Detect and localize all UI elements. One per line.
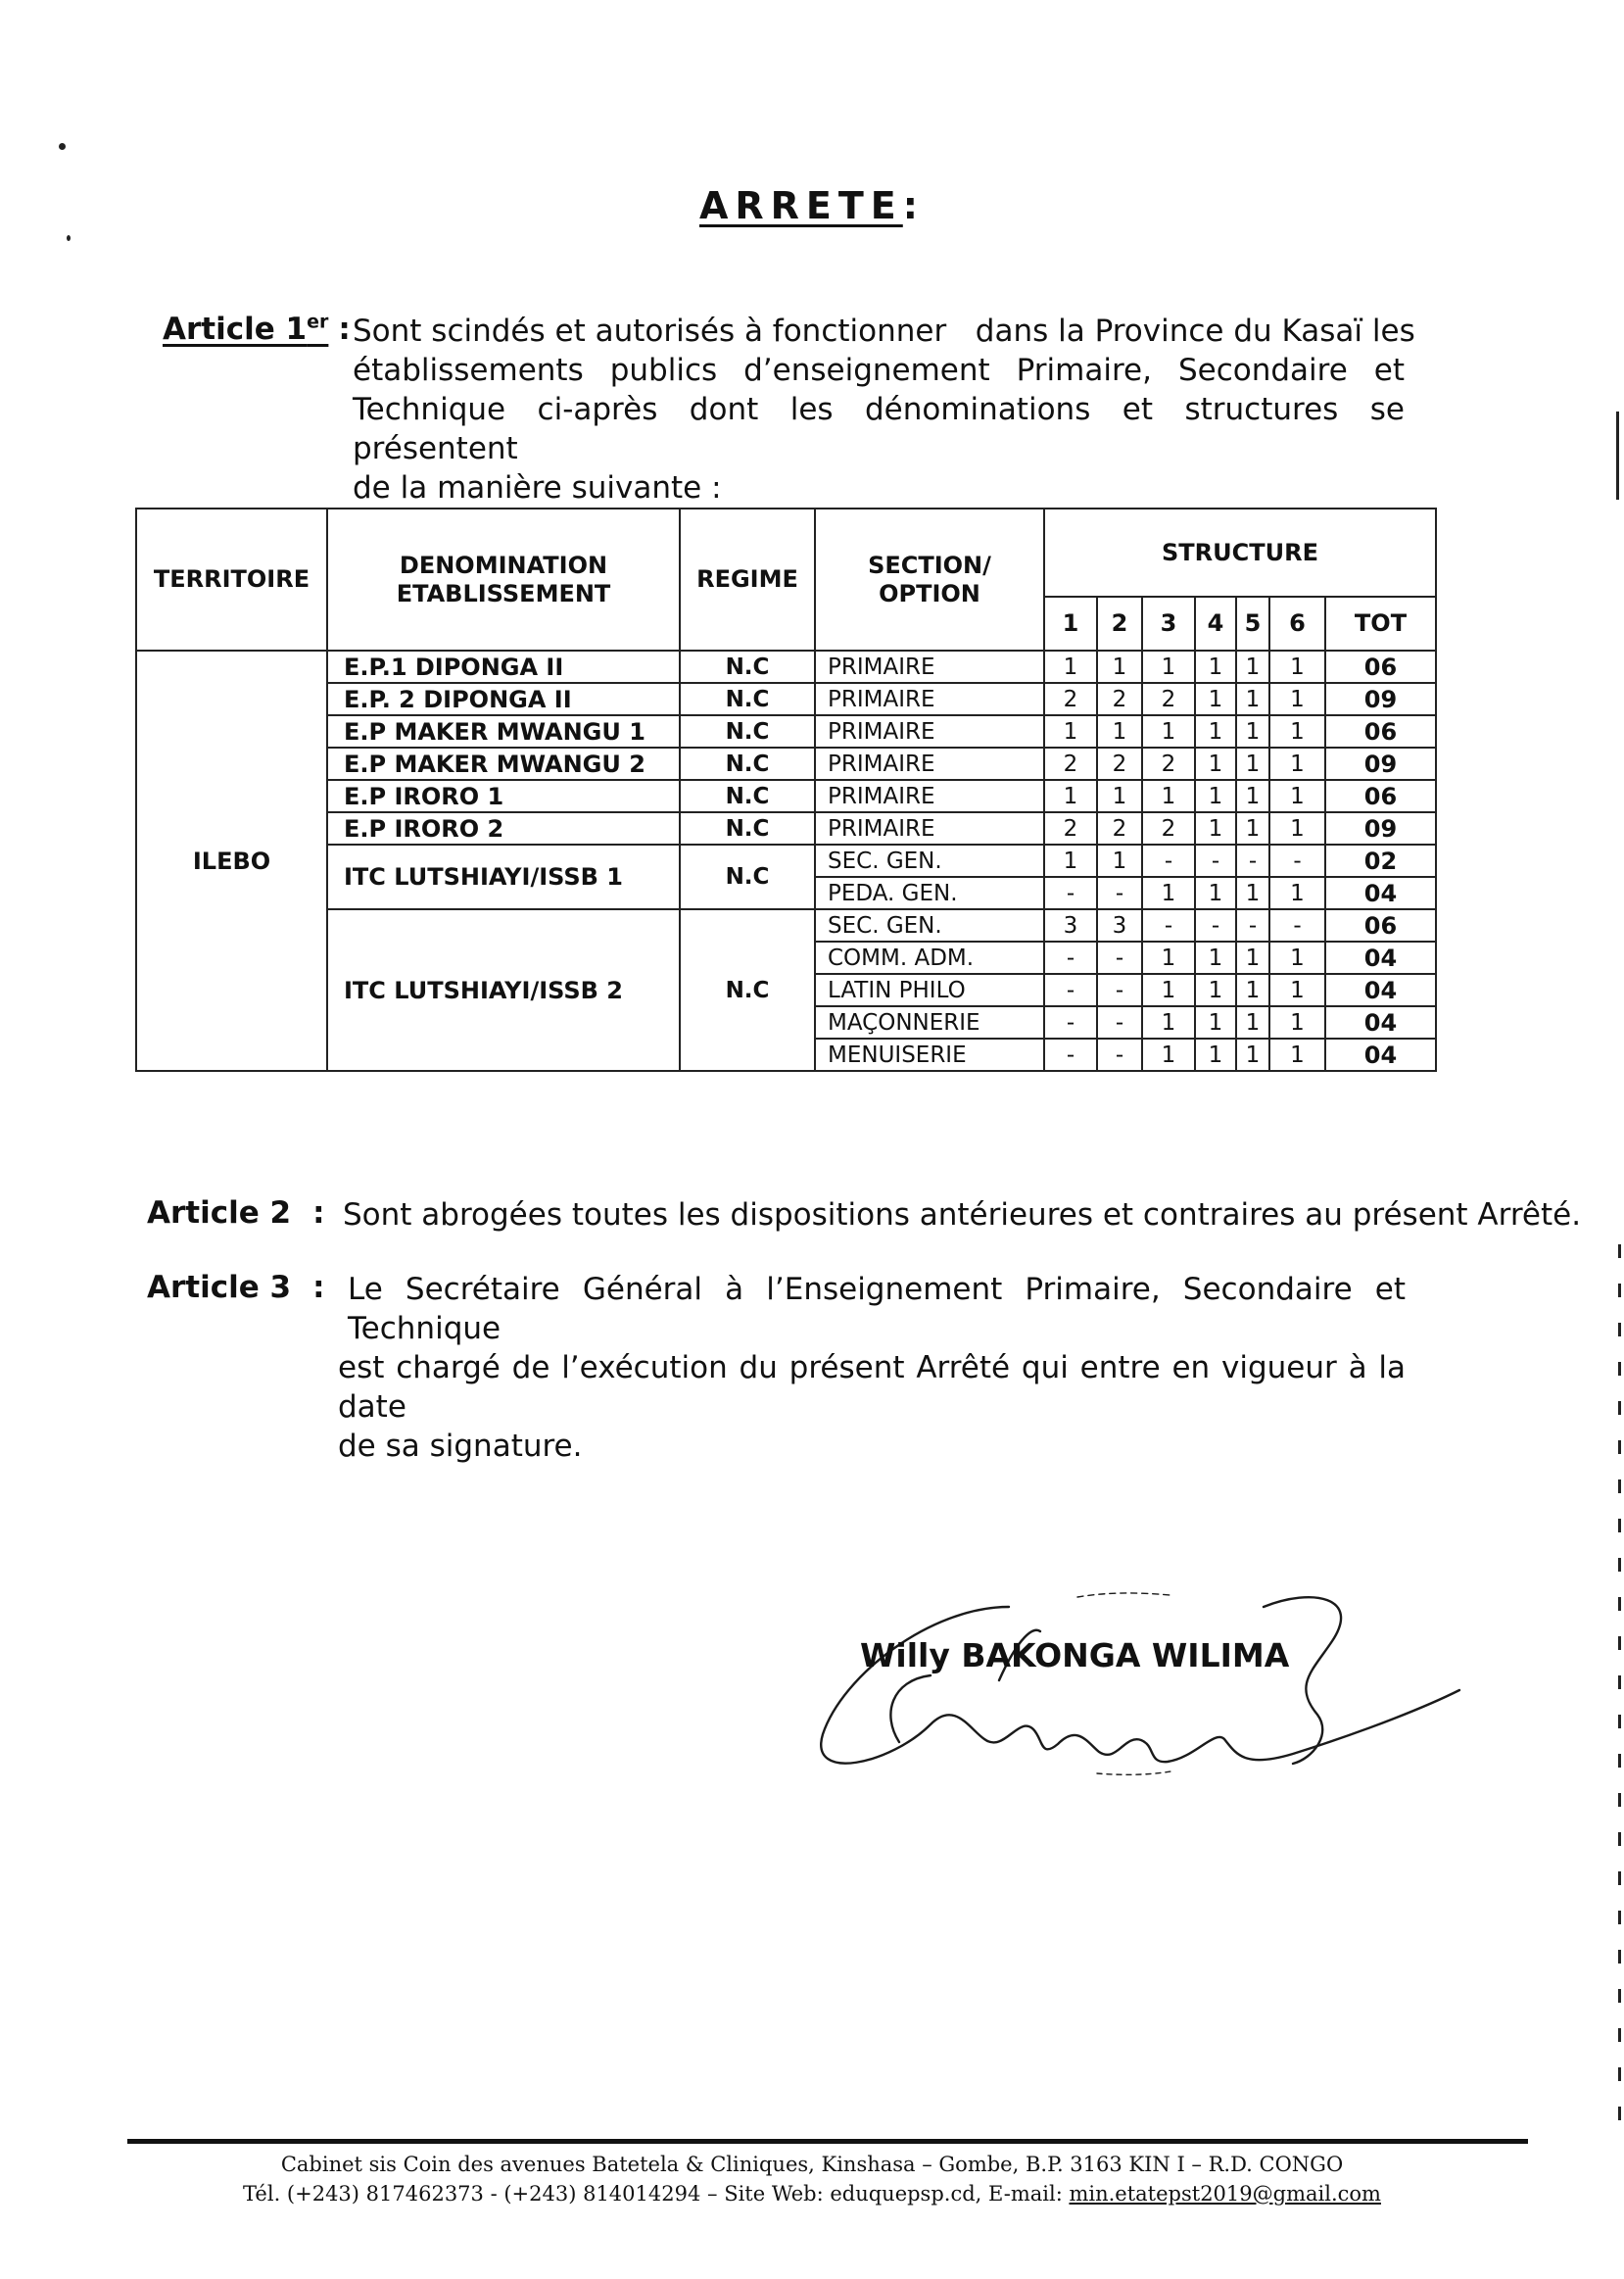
value-cell: 1 — [1044, 715, 1097, 748]
header-structure: STRUCTURE — [1044, 509, 1436, 597]
article-1-text: Sont scindés et autorisés à fonctionner dans la Province du Kasaï les établissements publics d’enseignement Primaire, Secondaire et Technique ci-après dont les dénominations et structures se présentent de la manière suivante : — [353, 314, 1415, 506]
section-cell: PRIMAIRE — [815, 812, 1044, 845]
header-col-3: 3 — [1142, 597, 1195, 651]
handwritten-signature — [784, 1568, 1489, 1803]
footer-email[interactable]: min.etatepst2019@gmail.com — [1069, 2182, 1381, 2206]
header-regime: REGIME — [680, 509, 815, 651]
regime-cell: N.C — [680, 845, 815, 909]
scan-edge-mark — [1618, 1244, 1621, 2126]
header-col-1: 1 — [1044, 597, 1097, 651]
value-cell: 1 — [1236, 942, 1269, 974]
value-cell: 1 — [1236, 1039, 1269, 1071]
value-cell: 1 — [1097, 780, 1142, 812]
establishment-name: E.P.1 DIPONGA II — [327, 651, 680, 683]
table-row — [136, 845, 1436, 877]
total-cell: 02 — [1325, 845, 1436, 877]
section-cell: PRIMAIRE — [815, 715, 1044, 748]
establishment-name: ITC LUTSHIAYI/ISSB 2 — [327, 909, 680, 1071]
value-cell: 1 — [1269, 651, 1325, 683]
value-cell: 1 — [1236, 812, 1269, 845]
page-title: ARRETE: — [699, 184, 925, 227]
value-cell: 1 — [1195, 812, 1236, 845]
value-cell: 2 — [1142, 812, 1195, 845]
section-cell: PRIMAIRE — [815, 780, 1044, 812]
value-cell: - — [1269, 845, 1325, 877]
regime-cell: N.C — [680, 909, 815, 1071]
value-cell: 1 — [1236, 748, 1269, 780]
table-row — [136, 812, 1436, 845]
total-cell: 09 — [1325, 683, 1436, 715]
regime-cell: N.C — [680, 683, 815, 715]
header-col-tot: TOT — [1325, 597, 1436, 651]
value-cell: - — [1044, 974, 1097, 1006]
total-cell: 04 — [1325, 877, 1436, 909]
value-cell: 1 — [1269, 683, 1325, 715]
value-cell: 1 — [1142, 877, 1195, 909]
value-cell: 1 — [1236, 974, 1269, 1006]
value-cell: 1 — [1044, 780, 1097, 812]
article-2-text: Sont abrogées toutes les dispositions antérieures et contraires au présent Arrêté. — [343, 1197, 1582, 1233]
value-cell: 2 — [1097, 748, 1142, 780]
value-cell: 1 — [1236, 1006, 1269, 1039]
section-cell: PEDA. GEN. — [815, 877, 1044, 909]
value-cell: 1 — [1195, 1006, 1236, 1039]
value-cell: - — [1236, 909, 1269, 942]
value-cell: 1 — [1269, 942, 1325, 974]
regime-cell: N.C — [680, 748, 815, 780]
establishment-name: E.P IRORO 2 — [327, 812, 680, 845]
table-row — [136, 715, 1436, 748]
territoire-cell: ILEBO — [136, 651, 327, 1071]
establishment-name: E.P MAKER MWANGU 2 — [327, 748, 680, 780]
value-cell: 1 — [1269, 877, 1325, 909]
value-cell: 1 — [1236, 683, 1269, 715]
value-cell: - — [1097, 1006, 1142, 1039]
value-cell: - — [1044, 1006, 1097, 1039]
table-row — [136, 780, 1436, 812]
table-row — [136, 683, 1436, 715]
footer-contact: Tél. (+243) 817462373 - (+243) 814014294 – Site Web: eduquepsp.cd, E-mail: min.etatepst2019@gmail.com — [243, 2182, 1381, 2206]
value-cell: 1 — [1269, 715, 1325, 748]
section-cell: COMM. ADM. — [815, 942, 1044, 974]
regime-cell: N.C — [680, 812, 815, 845]
value-cell: 1 — [1269, 812, 1325, 845]
header-section: SECTION/ OPTION — [815, 509, 1044, 651]
value-cell: - — [1195, 909, 1236, 942]
value-cell: - — [1142, 845, 1195, 877]
value-cell: 1 — [1236, 780, 1269, 812]
establishments-table — [135, 508, 1437, 1072]
value-cell: 1 — [1195, 877, 1236, 909]
value-cell: 1 — [1269, 1006, 1325, 1039]
value-cell: 2 — [1044, 748, 1097, 780]
value-cell: - — [1097, 942, 1142, 974]
establishment-name: ITC LUTSHIAYI/ISSB 1 — [327, 845, 680, 909]
value-cell: 1 — [1269, 780, 1325, 812]
article-3-text: Le Secrétaire Général à l’Enseignement Primaire, Secondaire et Technique est chargé de l’exécution du présent Arrêté qui entre en vigueur à la date de sa signature. — [338, 1272, 1406, 1464]
total-cell: 06 — [1325, 715, 1436, 748]
total-cell: 09 — [1325, 748, 1436, 780]
footer-divider — [127, 2139, 1528, 2144]
value-cell: 1 — [1142, 1006, 1195, 1039]
value-cell: 1 — [1195, 1039, 1236, 1071]
value-cell: 3 — [1044, 909, 1097, 942]
value-cell: 1 — [1142, 942, 1195, 974]
value-cell: 1 — [1142, 651, 1195, 683]
table-row — [136, 748, 1436, 780]
table-row — [136, 909, 1436, 942]
value-cell: 1 — [1142, 780, 1195, 812]
value-cell: - — [1195, 845, 1236, 877]
section-cell: SEC. GEN. — [815, 909, 1044, 942]
header-col-4: 4 — [1195, 597, 1236, 651]
value-cell: 1 — [1195, 974, 1236, 1006]
value-cell: 1 — [1195, 651, 1236, 683]
regime-cell: N.C — [680, 715, 815, 748]
value-cell: 1 — [1142, 974, 1195, 1006]
value-cell: - — [1044, 1039, 1097, 1071]
total-cell: 06 — [1325, 780, 1436, 812]
total-cell: 06 — [1325, 909, 1436, 942]
total-cell: 04 — [1325, 942, 1436, 974]
value-cell: - — [1142, 909, 1195, 942]
value-cell: 2 — [1097, 812, 1142, 845]
scan-speck — [67, 235, 71, 241]
value-cell: 1 — [1097, 715, 1142, 748]
value-cell: 1 — [1269, 1039, 1325, 1071]
header-denomination: DENOMINATION ETABLISSEMENT — [327, 509, 680, 651]
regime-cell: N.C — [680, 651, 815, 683]
header-col-6: 6 — [1269, 597, 1325, 651]
total-cell: 09 — [1325, 812, 1436, 845]
scan-speck — [59, 143, 66, 150]
footer-address: Cabinet sis Coin des avenues Batetela & Cliniques, Kinshasa – Gombe, B.P. 3163 KIN I – R.D. CONGO — [280, 2153, 1344, 2176]
header-col-5: 5 — [1236, 597, 1269, 651]
value-cell: 2 — [1142, 748, 1195, 780]
establishment-name: E.P MAKER MWANGU 1 — [327, 715, 680, 748]
value-cell: 1 — [1195, 780, 1236, 812]
total-cell: 04 — [1325, 1006, 1436, 1039]
total-cell: 06 — [1325, 651, 1436, 683]
value-cell: 1 — [1269, 974, 1325, 1006]
header-col-2: 2 — [1097, 597, 1142, 651]
value-cell: 1 — [1195, 942, 1236, 974]
value-cell: 2 — [1044, 812, 1097, 845]
value-cell: - — [1097, 1039, 1142, 1071]
section-cell: LATIN PHILO — [815, 974, 1044, 1006]
section-cell: PRIMAIRE — [815, 748, 1044, 780]
section-cell: MENUISERIE — [815, 1039, 1044, 1071]
article-3-label: Article 3 : — [147, 1270, 325, 1305]
value-cell: - — [1044, 942, 1097, 974]
value-cell: 1 — [1236, 715, 1269, 748]
table-row — [136, 651, 1436, 683]
value-cell: 1 — [1044, 651, 1097, 683]
value-cell: 1 — [1195, 683, 1236, 715]
value-cell: 2 — [1142, 683, 1195, 715]
value-cell: 1 — [1097, 845, 1142, 877]
section-cell: PRIMAIRE — [815, 651, 1044, 683]
section-cell: SEC. GEN. — [815, 845, 1044, 877]
value-cell: - — [1097, 974, 1142, 1006]
value-cell: 1 — [1195, 748, 1236, 780]
value-cell: - — [1269, 909, 1325, 942]
total-cell: 04 — [1325, 974, 1436, 1006]
value-cell: 1 — [1195, 715, 1236, 748]
value-cell: 1 — [1236, 651, 1269, 683]
header-territoire: TERRITOIRE — [136, 509, 327, 651]
article-2-label: Article 2 : — [147, 1195, 325, 1231]
value-cell: 1 — [1142, 715, 1195, 748]
establishment-name: E.P IRORO 1 — [327, 780, 680, 812]
value-cell: 3 — [1097, 909, 1142, 942]
establishment-name: E.P. 2 DIPONGA II — [327, 683, 680, 715]
section-cell: PRIMAIRE — [815, 683, 1044, 715]
total-cell: 04 — [1325, 1039, 1436, 1071]
value-cell: 1 — [1097, 651, 1142, 683]
value-cell: 1 — [1142, 1039, 1195, 1071]
value-cell: - — [1044, 877, 1097, 909]
value-cell: 2 — [1097, 683, 1142, 715]
section-cell: MAÇONNERIE — [815, 1006, 1044, 1039]
article-1-label: Article 1er : — [163, 312, 351, 348]
value-cell: 2 — [1044, 683, 1097, 715]
value-cell: 1 — [1236, 877, 1269, 909]
signatory-name: Willy BAKONGA WILIMA — [860, 1636, 1290, 1674]
value-cell: 1 — [1269, 748, 1325, 780]
scan-edge-mark — [1616, 412, 1619, 500]
regime-cell: N.C — [680, 780, 815, 812]
value-cell: - — [1097, 877, 1142, 909]
value-cell: - — [1236, 845, 1269, 877]
value-cell: 1 — [1044, 845, 1097, 877]
